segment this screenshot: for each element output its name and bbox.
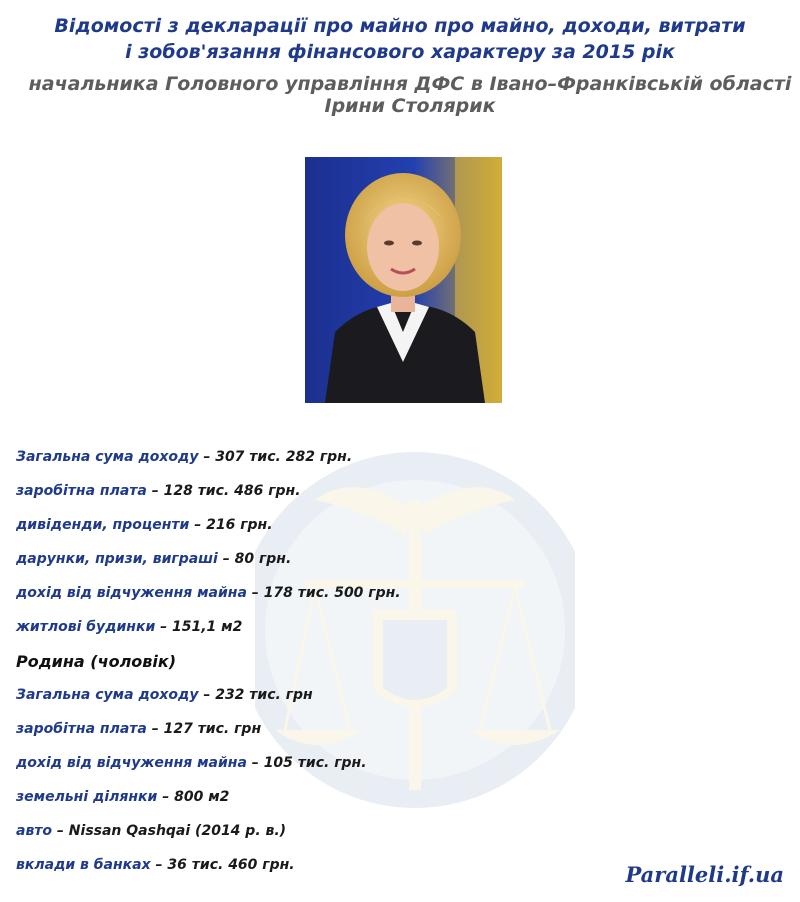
person-row-property-sale: дохід від відчуження майна – 178 тис. 500 грн. [16,585,401,601]
family-row-car: авто – Nissan Qashqai (2014 р. в.) [16,823,287,839]
subtitle-line-1: начальника Головного управління ДФС в Івано–Франківській області [28,73,792,95]
title-line-2: і зобов'язання фінансового характеру за 2015 рік [125,41,675,63]
family-heading: Родина (чоловік) [16,652,177,671]
person-row-houses: житлові будинки – 151,1 м2 [16,619,243,635]
family-row-property-sale: дохід від відчуження майна – 105 тис. грн. [16,755,367,771]
site-brand-link[interactable]: Paralleli.if.ua [625,862,784,887]
subtitle-line-2: Ірини Столярик [324,95,496,117]
family-row-land: земельні ділянки – 800 м2 [16,789,230,805]
family-row-total-income: Загальна сума доходу – 232 тис. грн [16,687,313,703]
person-row-gifts: дарунки, призи, виграші – 80 грн. [16,551,292,567]
person-row-total-income: Загальна сума доходу – 307 тис. 282 грн. [16,449,353,465]
title-line-1: Відомості з декларації про майно про майно, доходи, витрати [54,15,746,37]
person-row-dividends: дивіденди, проценти – 216 грн. [16,517,273,533]
portrait-photo [305,157,502,403]
family-row-salary: заробітна плата – 127 тис. грн [16,721,262,737]
family-row-deposits: вклади в банках – 36 тис. 460 грн. [16,857,295,873]
person-row-salary: заробітна плата – 128 тис. 486 грн. [16,483,301,499]
